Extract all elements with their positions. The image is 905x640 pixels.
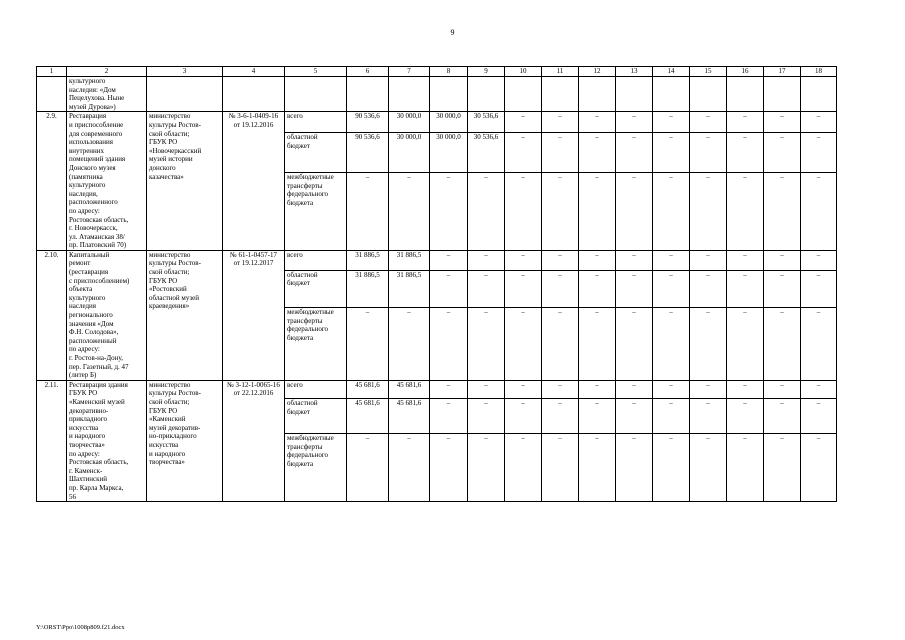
amount-cell-empty-year: – [542,173,579,251]
row-number: 2.9. [37,112,67,251]
amount-cell-empty-year: – [579,133,616,173]
amount-cell-empty-year: – [542,133,579,173]
amount-cell-empty-year: – [616,173,653,251]
object-title-line: расположенного [69,198,118,207]
amount-cell-empty-year: – [616,112,653,133]
amount-cell: 31 886,5 [347,270,389,307]
table-cell [389,77,430,112]
document-line: от 19.12.2017 [233,259,274,268]
amount-cell-empty-year: – [727,270,764,307]
object-title-line: декоративно- [69,406,109,415]
amount-cell-empty-year: – [579,434,616,502]
amount-cell: – [430,270,468,307]
amount-cell-empty-year: – [653,173,690,251]
object-title-line: Ростовская область, [69,458,129,467]
column-number-header: 15 [690,67,727,77]
column-number-header: 11 [542,67,579,77]
amount-cell: – [347,173,389,251]
amount-cell-empty-year: – [764,399,801,434]
column-number-header: 14 [653,67,690,77]
amount-cell-empty-year: – [616,308,653,381]
amount-cell-empty-year: – [801,434,837,502]
executor-line: и народного [149,449,186,458]
funding-source [285,250,347,270]
executor [147,250,223,380]
amount-cell: – [430,380,468,398]
object-title-line: (литер Б) [69,371,97,380]
amount-cell-empty-year: – [801,250,837,270]
amount-cell: – [430,173,468,251]
executor-line: но-прикладного [149,432,197,441]
amount-cell-empty-year: – [764,380,801,398]
amount-cell-empty-year: – [579,308,616,381]
object-title-line: ремонт [69,259,91,268]
executor-line: ГБУК РО [149,138,178,147]
amount-cell-empty-year: – [764,270,801,307]
amount-cell-empty-year: – [579,173,616,251]
executor-line: ской области; [149,268,190,277]
column-number-header: 6 [347,67,389,77]
table-cell [616,77,653,112]
column-number-header: 16 [727,67,764,77]
amount-cell-empty-year: – [764,133,801,173]
object-title-line: ул. Атаманская 38/ [69,232,125,241]
amount-cell-empty-year: – [690,434,727,502]
amount-cell-empty-year: – [505,270,542,307]
funding-source-line: федерального [287,451,329,460]
column-number-header: 1 [37,67,67,77]
object-title [67,112,147,251]
funding-source-line: всего [287,250,303,259]
amount-cell-empty-year: – [653,380,690,398]
column-number-header: 5 [285,67,347,77]
amount-cell-empty-year: – [653,308,690,381]
amount-cell-empty-year: – [653,133,690,173]
amount-cell-empty-year: – [542,250,579,270]
column-number-header: 4 [223,67,285,77]
amount-cell-empty-year: – [727,399,764,434]
amount-cell-empty-year: – [616,270,653,307]
amount-cell-empty-year: – [505,112,542,133]
amount-cell: – [430,250,468,270]
object-title-line: г. Каменск- [69,466,103,475]
object-title-line: Пецелухова. Ныне [69,94,125,103]
table-cell [67,77,147,112]
executor-line: казачества» [149,172,184,181]
amount-cell-empty-year: – [505,133,542,173]
funding-source-line: трансферты [287,442,323,451]
executor-line: музей декоратив- [149,423,201,432]
amount-cell-empty-year: – [801,133,837,173]
funding-source-line: федерального [287,325,329,334]
amount-cell-empty-year: – [653,270,690,307]
object-title [67,380,147,501]
amount-cell-empty-year: – [542,308,579,381]
amount-cell-empty-year: – [801,270,837,307]
executor-line: ской области; [149,129,190,138]
object-title-line: прикладного [69,415,107,424]
amount-cell: – [430,399,468,434]
document-ref [223,112,285,251]
amount-cell-empty-year: – [690,173,727,251]
object-title-line: использования [69,138,113,147]
amount-cell-empty-year: – [764,308,801,381]
amount-cell: – [430,434,468,502]
amount-cell-empty-year: – [727,434,764,502]
object-title-line: (памятника [69,172,103,181]
amount-cell: 30 000,0 [430,133,468,173]
amount-cell-empty-year: – [616,399,653,434]
executor-line: министерство [149,112,191,121]
amount-cell: 90 536,6 [347,133,389,173]
funding-source [285,380,347,398]
amount-cell-empty-year: – [727,380,764,398]
object-title-line: наследия, [69,189,98,198]
amount-cell-empty-year: – [542,434,579,502]
amount-cell-empty-year: – [505,399,542,434]
amount-cell: – [389,434,430,502]
object-title-line: наследия: «Дом [69,85,116,94]
document-line: от 19.12.2016 [233,120,274,129]
amount-cell-empty-year: – [616,133,653,173]
table-cell [285,77,347,112]
amount-cell-empty-year: – [727,112,764,133]
amount-cell-empty-year: – [727,250,764,270]
object-title-line: и народного [69,432,106,441]
amount-cell: 30 000,0 [389,133,430,173]
amount-cell: – [468,434,505,502]
amount-cell-empty-year: – [690,250,727,270]
document-line: от 22.12.2016 [233,389,274,398]
table-cell [223,77,285,112]
column-number-header: 3 [147,67,223,77]
funding-source-line: межбюджетные [287,173,334,182]
amount-cell: 31 886,5 [389,250,430,270]
table-cell [147,77,223,112]
object-title-line: объекта [69,285,93,294]
table-cell [430,77,468,112]
amount-cell: – [389,173,430,251]
funding-source-line: трансферты [287,181,323,190]
amount-cell-empty-year: – [764,173,801,251]
amount-cell-empty-year: – [690,112,727,133]
funding-source-line: бюджет [287,407,310,416]
amount-cell-empty-year: – [801,380,837,398]
object-title-line: 56 [69,492,76,501]
object-title-line: пр. Карла Маркса, [69,483,124,492]
amount-cell: – [468,380,505,398]
table-cell [579,77,616,112]
document-line: № 61-1-0457-17 [230,250,277,259]
funding-source-line: федерального [287,190,329,199]
amount-cell: 31 886,5 [389,270,430,307]
column-number-header: 18 [801,67,837,77]
amount-cell-empty-year: – [542,399,579,434]
amount-cell-empty-year: – [616,434,653,502]
funding-source [285,399,347,434]
object-title-line: культурного [69,293,106,302]
object-title-line: творчества» [69,440,105,449]
amount-cell-empty-year: – [505,308,542,381]
amount-cell: – [468,399,505,434]
object-title-line: по адресу: [69,206,100,215]
executor-line: ГБУК РО [149,276,178,285]
funding-source [285,112,347,133]
funding-source-line: областной [287,399,318,408]
object-title-line: Донского музея [69,163,116,172]
object-title-line: культурного [69,77,106,85]
table-row [37,380,837,398]
table-cell [468,77,505,112]
object-title-line: регионального [69,311,113,320]
amount-cell-empty-year: – [616,250,653,270]
amount-cell-empty-year: – [764,112,801,133]
column-number-header: 2 [67,67,147,77]
funding-source-line: всего [287,380,303,389]
continuation-row [37,77,837,112]
table-cell [37,77,67,112]
table-cell [542,77,579,112]
executor-line: ской области; [149,397,190,406]
amount-cell: 45 681,6 [389,380,430,398]
funding-source [285,308,347,381]
object-title-line: Ростовская область, [69,215,129,224]
executor-line: донского [149,163,176,172]
amount-cell: 30 536,6 [468,112,505,133]
amount-cell-empty-year: – [727,308,764,381]
amount-cell: 45 681,6 [347,380,389,398]
table-cell [653,77,690,112]
amount-cell-empty-year: – [690,399,727,434]
table-row [37,112,837,133]
object-title-line: расположенный [69,336,117,345]
amount-cell-empty-year: – [579,270,616,307]
object-title-line: музей Дурова») [69,102,116,111]
amount-cell: – [468,308,505,381]
footer-file-path: Y:\ORST\Ppo\1008p809.f21.docx [36,624,125,631]
object-title-line: с приспособлением) [69,276,130,285]
amount-cell-empty-year: – [653,250,690,270]
amount-cell: – [347,434,389,502]
funding-source-line: межбюджетные [287,434,334,443]
amount-cell: 30 000,0 [430,112,468,133]
amount-cell-empty-year: – [505,173,542,251]
amount-cell: 30 536,6 [468,133,505,173]
table-cell [505,77,542,112]
object-title-line: пр. Платовский 70) [69,241,127,250]
document-line: № 3-6-1-0409-16 [228,112,279,121]
funding-source-line: бюджета [287,333,314,342]
amount-cell-empty-year: – [690,380,727,398]
funding-source-line: бюджета [287,199,314,208]
row-number: 2.11. [37,380,67,501]
amount-cell: 45 681,6 [389,399,430,434]
amount-cell: – [468,173,505,251]
funding-source-line: межбюджетные [287,308,334,316]
page-number: 9 [450,28,455,37]
funding-source-line: всего [287,112,303,121]
table-cell [347,77,389,112]
object-title-line: по адресу: [69,345,100,354]
amount-cell: – [430,308,468,381]
executor-line: министерство [149,250,191,259]
amount-cell-empty-year: – [801,308,837,381]
executor-line: министерство [149,380,191,389]
object-title-line: по адресу: [69,449,100,458]
funding-source-line: трансферты [287,316,323,325]
amount-cell: 90 536,6 [347,112,389,133]
object-title-line: ГБУК РО [69,389,98,398]
column-number-header: 8 [430,67,468,77]
object-title-line: значения «Дом [69,319,114,328]
program-table [36,66,837,502]
amount-cell-empty-year: – [542,112,579,133]
object-title-line: Шахтинский [69,475,108,484]
amount-cell-empty-year: – [727,173,764,251]
amount-cell-empty-year: – [505,434,542,502]
object-title-line: искусства [69,423,99,432]
amount-cell-empty-year: – [505,380,542,398]
funding-source-line: бюджет [287,142,310,150]
amount-cell-empty-year: – [653,434,690,502]
amount-cell-empty-year: – [542,270,579,307]
executor-line: краеведения» [149,302,190,311]
table-cell [764,77,801,112]
amount-cell-empty-year: – [801,112,837,133]
executor [147,380,223,501]
amount-cell-empty-year: – [579,380,616,398]
amount-cell-empty-year: – [505,250,542,270]
funding-source [285,173,347,251]
object-title-line: Реставрация здания [69,380,128,389]
amount-cell-empty-year: – [727,133,764,173]
object-title-line: г. Ростов-на-Дону, [69,354,123,362]
document-ref [223,380,285,501]
amount-cell-empty-year: – [690,308,727,381]
executor-line: «Каменский [149,415,186,424]
object-title-line: г. Новочеркасск, [69,224,118,233]
column-number-header: 9 [468,67,505,77]
column-number-header: 10 [505,67,542,77]
executor-line: «Новочеркасский [149,146,202,155]
object-title-line: и приспособление [69,120,124,129]
amount-cell-empty-year: – [690,133,727,173]
amount-cell: – [347,308,389,381]
table-cell [690,77,727,112]
amount-cell: 30 000,0 [389,112,430,133]
document-ref [223,250,285,380]
executor-line: творчества» [149,458,185,467]
funding-source-line: бюджета [287,459,314,468]
column-number-header: 17 [764,67,801,77]
executor-line: «Ростовский [149,285,187,294]
executor-line: музей истории [149,155,193,164]
row-number: 2.10. [37,250,67,380]
amount-cell: 45 681,6 [347,399,389,434]
amount-cell-empty-year: – [579,112,616,133]
object-title-line: «Каменский музей [69,397,125,406]
amount-cell: 31 886,5 [347,250,389,270]
executor-line: областной музей [149,293,199,302]
executor-line: культуры Ростов- [149,259,201,268]
amount-cell: – [389,308,430,381]
object-title-line: помещений здания [69,155,126,164]
amount-cell: – [468,250,505,270]
amount-cell-empty-year: – [690,270,727,307]
object-title-line: пер. Газетный, д. 47 [69,362,129,371]
column-number-header: 12 [579,67,616,77]
column-number-header: 7 [389,67,430,77]
amount-cell-empty-year: – [579,250,616,270]
table-cell [801,77,837,112]
funding-source-line: бюджет [287,279,310,288]
executor-line: искусства [149,440,179,449]
amount-cell-empty-year: – [801,173,837,251]
amount-cell-empty-year: – [653,112,690,133]
amount-cell-empty-year: – [616,380,653,398]
executor-line: ГБУК РО [149,406,178,415]
amount-cell-empty-year: – [801,399,837,434]
funding-source [285,133,347,173]
amount-cell-empty-year: – [764,250,801,270]
column-number-header: 13 [616,67,653,77]
amount-cell-empty-year: – [542,380,579,398]
object-title-line: Реставрация [69,112,107,121]
funding-source [285,434,347,502]
funding-source-line: областной [287,270,318,279]
header-row [37,67,837,77]
executor-line: культуры Ростов- [149,389,201,398]
object-title-line: (реставрация [69,268,109,277]
executor [147,112,223,251]
funding-source-line: областной [287,133,318,142]
table-cell [727,77,764,112]
amount-cell-empty-year: – [653,399,690,434]
object-title [67,250,147,380]
executor-line: культуры Ростов- [149,120,201,129]
object-title-line: Ф.Н. Солодова», [69,328,119,337]
amount-cell-empty-year: – [764,434,801,502]
document-line: № 3-12-1-0065-16 [227,380,280,389]
amount-cell-empty-year: – [579,399,616,434]
table-row [37,250,837,270]
object-title-line: культурного [69,181,106,190]
object-title-line: для современного [69,129,123,138]
funding-source [285,270,347,307]
object-title-line: внутренних [69,146,105,155]
amount-cell: – [468,270,505,307]
object-title-line: наследия [69,302,96,311]
object-title-line: Капитальный [69,250,110,259]
